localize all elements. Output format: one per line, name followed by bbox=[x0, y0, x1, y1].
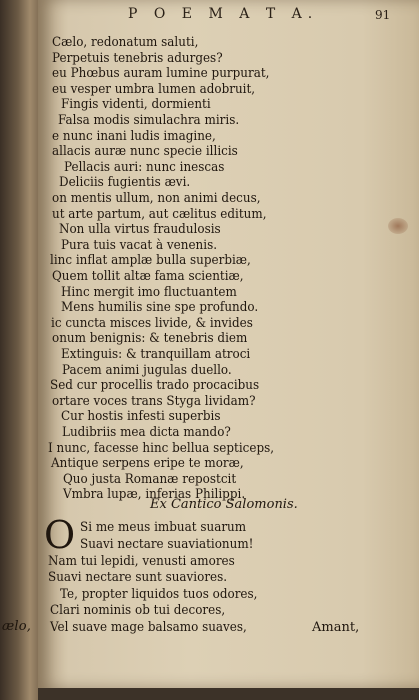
poem-line: Non ulla virtus fraudulosis bbox=[59, 222, 221, 237]
poem-line: Antique serpens eripe te moræ, bbox=[51, 456, 244, 471]
poem-line: Pacem animi jugulas duello. bbox=[62, 363, 232, 378]
section-title: Ex Cantico Salomonis. bbox=[150, 497, 298, 512]
drop-initial: O bbox=[44, 513, 76, 557]
facing-page-word: ælo, bbox=[2, 619, 32, 634]
poem-line: Si me meus imbuat suarum bbox=[80, 520, 247, 535]
paper-stain bbox=[388, 218, 408, 234]
poem-line: Quo justa Romanæ repostcit bbox=[63, 472, 237, 487]
page-number: 91 bbox=[375, 8, 391, 22]
poem-line: Cælo, redonatum saluti, bbox=[52, 35, 199, 50]
poem-line: Vmbra lupæ, inferias Philippi. bbox=[63, 487, 246, 502]
poem-line: onum benignis: & tenebris diem bbox=[52, 331, 248, 346]
poem-line: ic cuncta misces livide, & invides bbox=[51, 316, 253, 331]
poem-line: Suavi nectare suaviationum! bbox=[80, 537, 254, 552]
poem-line: Falsa modis simulachra miris. bbox=[58, 113, 240, 128]
catchword: Amant, bbox=[312, 620, 360, 635]
poem-line: I nunc, facesse hinc bellua septiceps, bbox=[48, 441, 275, 456]
poem-line: Sed cur procellis trado procacibus bbox=[50, 378, 260, 393]
poem-line: allacis auræ nunc specie illicis bbox=[52, 144, 238, 159]
poem-line: Te, propter liquidos tuos odores, bbox=[60, 587, 258, 602]
poem-line: eu vesper umbra lumen adobruit, bbox=[52, 82, 256, 97]
poem-line: Vel suave mage balsamo suaves, bbox=[50, 620, 247, 635]
poem-line: e nunc inani ludis imagine, bbox=[52, 129, 216, 144]
poem-line: Deliciis fugientis ævi. bbox=[59, 175, 191, 190]
poem-line: Clari nominis ob tui decores, bbox=[50, 603, 226, 618]
poem-line: Cur hostis infesti superbis bbox=[61, 409, 221, 424]
poem-line: Pura tuis vacat à venenis. bbox=[61, 238, 218, 253]
poem-line: Nam tui lepidi, venusti amores bbox=[48, 554, 235, 569]
poem-line: Extinguis: & tranquillam atroci bbox=[61, 347, 251, 362]
facing-page-edge bbox=[0, 0, 40, 700]
poem-line: Mens humilis sine spe profundo. bbox=[61, 300, 259, 315]
poem-line: Hinc mergit imo fluctuantem bbox=[61, 285, 237, 300]
poem-line: ut arte partum, aut cælitus editum, bbox=[52, 207, 267, 222]
running-head: P O E M A T A. bbox=[128, 6, 319, 22]
poem-line: Suavi nectare sunt suaviores. bbox=[48, 570, 228, 585]
poem-line: eu Phœbus auram lumine purpurat, bbox=[52, 66, 270, 81]
page-shadow bbox=[38, 688, 419, 700]
poem-line: on mentis ullum, non animi decus, bbox=[52, 191, 261, 206]
poem-line: Pellacis auri: nunc inescas bbox=[64, 160, 225, 175]
poem-line: Fingis videnti, dormienti bbox=[61, 97, 211, 112]
poem-line: Perpetuis tenebris adurges? bbox=[52, 51, 223, 66]
poem-line: ortare voces trans Styga lividam? bbox=[52, 394, 256, 409]
poem-line: linc inflat amplæ bulla superbiæ, bbox=[50, 253, 251, 268]
poem-line: Quem tollit altæ fama scientiæ, bbox=[52, 269, 244, 284]
poem-line: Ludibriis mea dicta mando? bbox=[62, 425, 231, 440]
